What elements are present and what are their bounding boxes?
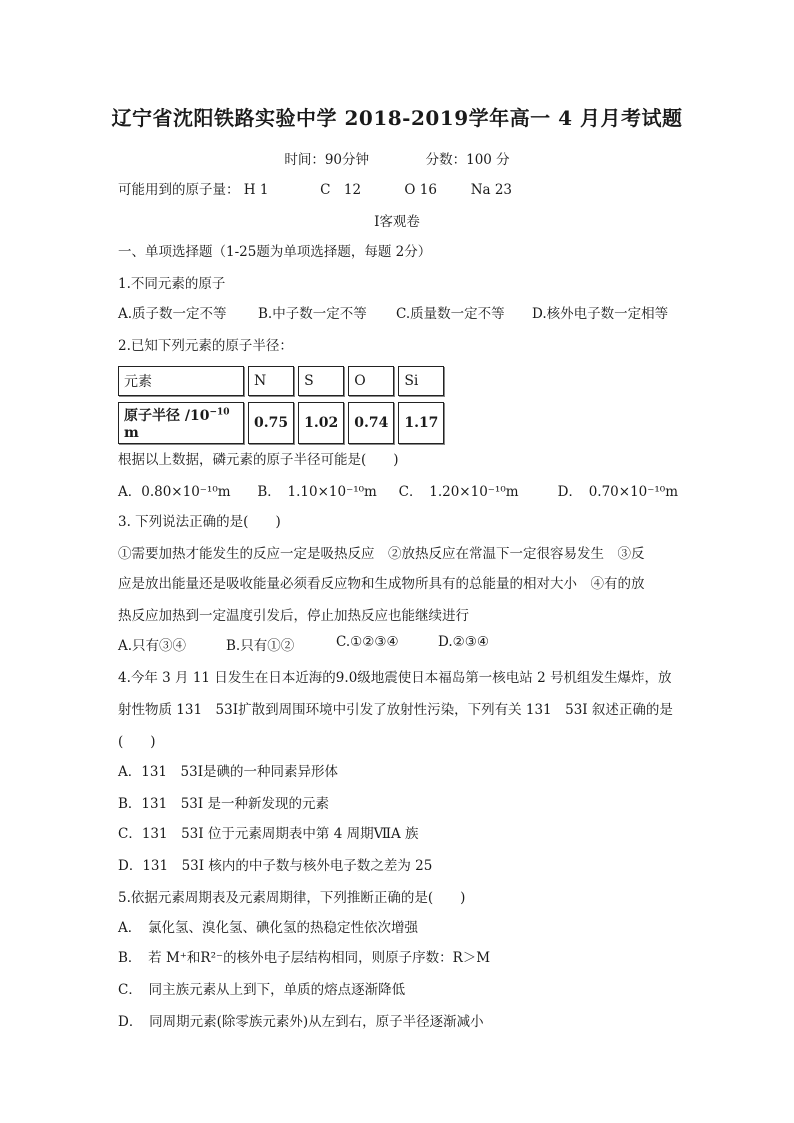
q4-option-c: C．131 53I 位于元素周期表中第 4 周期ⅦA 族 (118, 826, 419, 842)
q2-option-d: D． 0.70×10⁻¹⁰m (557, 484, 678, 500)
atomic-mass-h: H 1 (243, 182, 269, 198)
q3-body-line-2: 应是放出能量还是吸收能量必须看反应物和生成物所具有的总能量的相对大小 ④有的放 (118, 576, 645, 592)
exam-score: 分数：100 分 (425, 152, 510, 168)
q1-option-b: B.中子数一定不等 (258, 306, 367, 322)
q3-option-a: A.只有③④ (118, 638, 187, 654)
q1-option-a: A.质子数一定不等 (118, 306, 227, 322)
exam-time: 时间：90分钟 (284, 152, 370, 168)
table-cell-element-o: O (348, 366, 394, 396)
exam-meta (0, 148, 794, 168)
q3-option-d: D.②③④ (438, 634, 489, 650)
atomic-mass-o: O 16 (404, 182, 437, 198)
q2-question: 根据以上数据，磷元素的原子半径可能是( ) (118, 452, 399, 468)
q1-option-c: C.质量数一定不等 (396, 306, 505, 322)
q3-option-c: C.①②③④ (336, 634, 399, 650)
q4-option-a: A．131 53I是碘的一种同素异形体 (118, 764, 339, 780)
q3-options (118, 634, 678, 654)
atomic-mass-label: 可能用到的原子量： (118, 182, 240, 198)
q2-option-b: B． 1.10×10⁻¹⁰m (257, 484, 377, 500)
atomic-mass-c: C 12 (320, 182, 362, 198)
table-row (118, 402, 444, 444)
exam-title: 辽宁省沈阳铁路实验中学 2018-2019学年高一 4 月月考试题 (111, 106, 683, 130)
section-title: Ⅰ客观卷 (374, 214, 420, 230)
q4-option-d: D．131 53I 核内的中子数与核外电子数之差为 25 (118, 858, 433, 874)
table-header-radius: 原子半径 $/10^{-10}$ m (118, 402, 244, 444)
atomic-radius-table (114, 366, 448, 444)
atomic-mass-line (118, 178, 512, 198)
table-cell-radius-o: 0.74 (348, 402, 394, 444)
q3-body-line-3: 热反应加热到一定温度引发后，停止加热反应也能继续进行 (118, 608, 469, 624)
q4-option-b: B．131 53I 是一种新发现的元素 (118, 796, 329, 812)
q2-stem: 2.已知下列元素的原子半径： (118, 338, 293, 354)
q2-option-a: A．0.80×10⁻¹⁰m (118, 484, 231, 500)
q2-option-c: C． 1.20×10⁻¹⁰m (398, 484, 519, 500)
q5-option-b: B． 若 M⁺和R²⁻的核外电子层结构相同，则原子序数：R＞M (118, 950, 491, 966)
q1-option-d: D.核外电子数一定相等 (532, 306, 669, 322)
q5-option-a: A． 氯化氢、溴化氢、碘化氢的热稳定性依次增强 (118, 920, 418, 936)
q5-option-c: C． 同主族元素从上到下，单质的熔点逐渐降低 (118, 982, 406, 998)
q5-option-d: D． 同周期元素(除零族元素外)从左到右，原子半径逐渐减小 (118, 1014, 484, 1030)
table-cell-radius-n: 0.75 (248, 402, 294, 444)
q3-stem: 3. 下列说法正确的是( ) (118, 514, 281, 530)
table-cell-radius-s: 1.02 (298, 402, 344, 444)
q2-options (118, 480, 678, 500)
part-heading: 一、单项选择题（1-25题为单项选择题，每题 2分） (118, 244, 432, 260)
table-header-element: 元素 (118, 366, 244, 396)
q4-stem-line-2: 射性物质 131 53I扩散到周围环境中引发了放射性污染，下列有关 131 53I 叙述正确的是 (118, 702, 673, 718)
q3-option-b: B.只有①② (226, 638, 295, 654)
q1-options (118, 302, 678, 322)
table-cell-element-n: N (248, 366, 294, 396)
table-row (118, 366, 444, 396)
atomic-mass-na: Na 23 (470, 182, 513, 198)
table-cell-element-s: S (298, 366, 344, 396)
q4-stem-line-1: 4.今年 3 月 11 日发生在日本近海的9.0级地震使日本福岛第一核电站 2 号机组发生爆炸，放 (118, 670, 672, 686)
q4-stem-line-3: ( ) (118, 734, 156, 750)
table-cell-radius-si: 1.17 (398, 402, 444, 444)
table-cell-element-si: Si (398, 366, 444, 396)
q3-body-line-1: ①需要加热才能发生的反应一定是吸热反应 ②放热反应在常温下一定很容易发生 ③反 (118, 546, 645, 562)
q5-stem: 5.依据元素周期表及元素周期律，下列推断正确的是( ) (118, 890, 466, 906)
q1-stem: 1.不同元素的原子 (118, 276, 226, 292)
